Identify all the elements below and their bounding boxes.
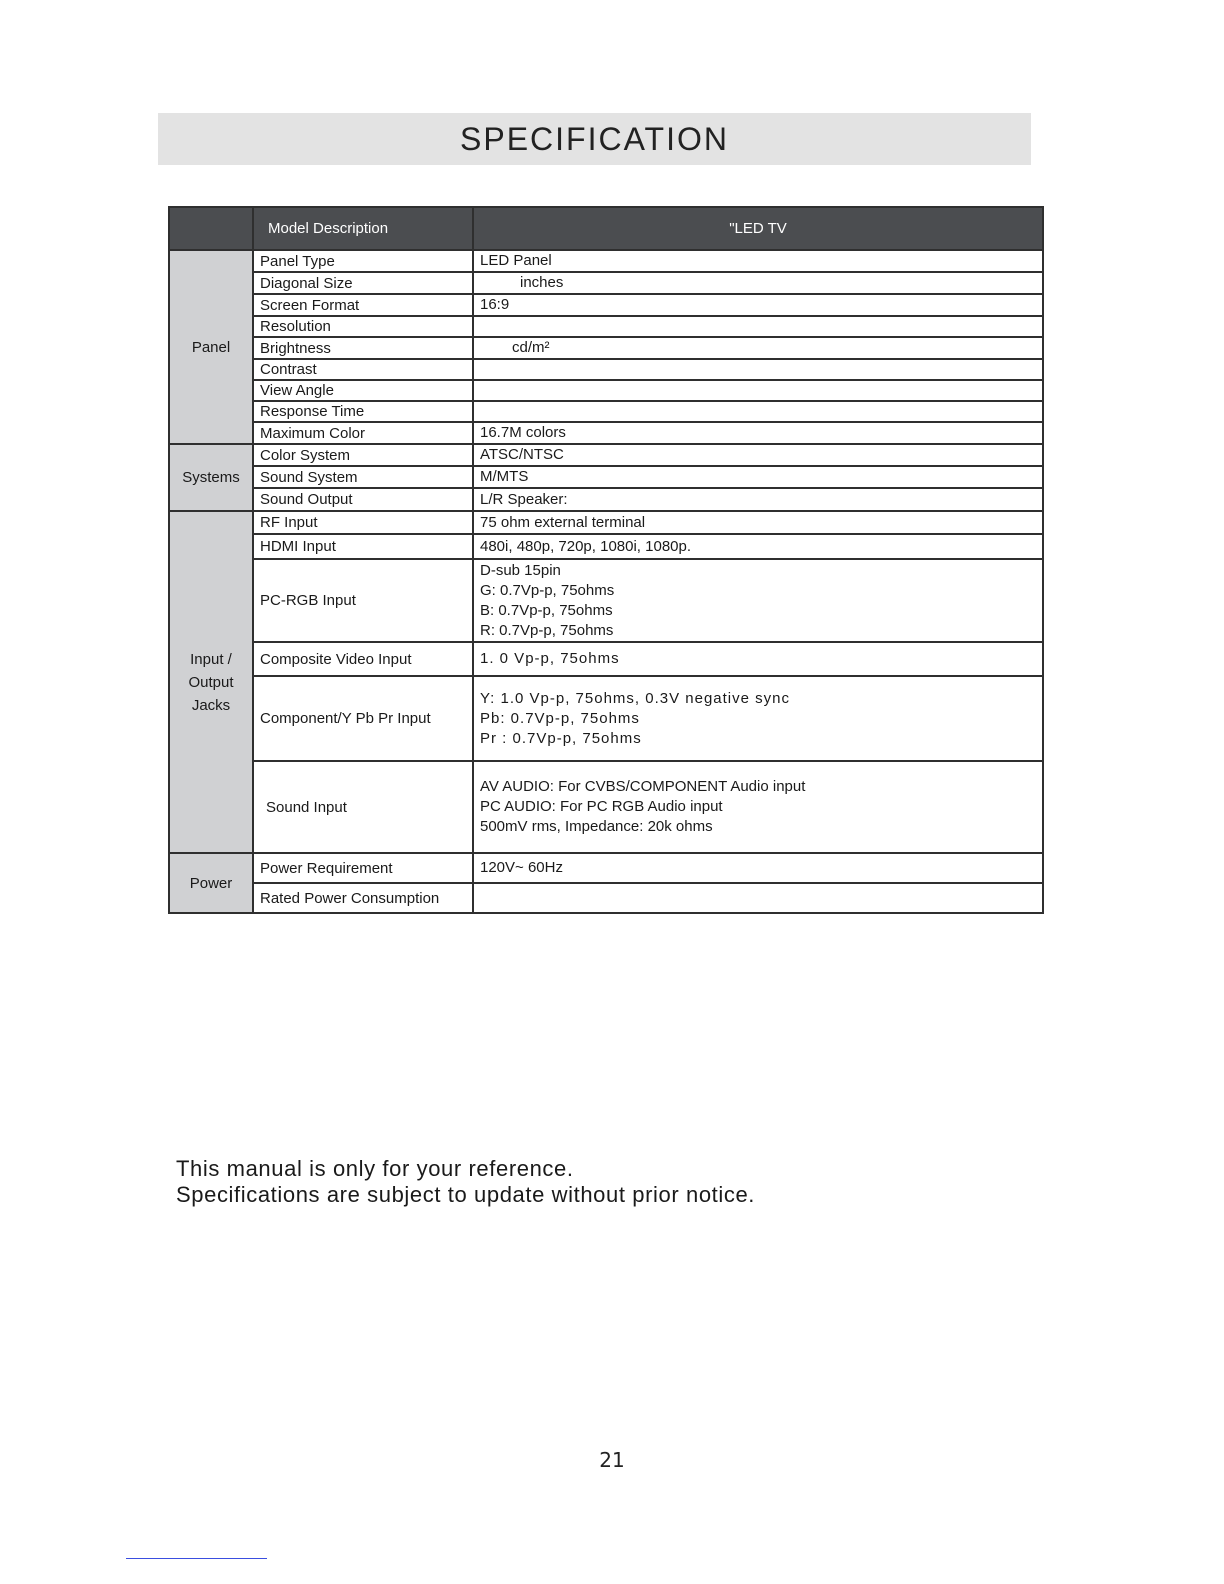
value-line: AV AUDIO: For CVBS/COMPONENT Audio input bbox=[480, 778, 806, 795]
group-power: Power bbox=[169, 853, 253, 913]
value-line: Pr : 0.7Vp-p, 75ohms bbox=[480, 729, 642, 747]
table-row bbox=[169, 511, 1043, 534]
row-label: RF Input bbox=[253, 511, 473, 534]
row-value bbox=[473, 883, 1043, 913]
row-label: Color System bbox=[253, 444, 473, 466]
group-systems: Systems bbox=[169, 444, 253, 511]
value-line: PC AUDIO: For PC RGB Audio input bbox=[480, 798, 723, 815]
table-row bbox=[169, 294, 1043, 316]
notice-line-1: This manual is only for your reference. bbox=[176, 1156, 574, 1181]
header-blank-cell bbox=[169, 207, 253, 250]
table-row bbox=[169, 380, 1043, 401]
row-value: 480i, 480p, 720p, 1080i, 1080p. bbox=[473, 534, 1043, 559]
value-line: Y: 1.0 Vp-p, 75ohms, 0.3V negative sync bbox=[480, 689, 790, 707]
row-value-multiline bbox=[473, 761, 1043, 853]
notice-text bbox=[176, 1156, 755, 1208]
table-row bbox=[169, 401, 1043, 422]
group-io-line-2: Output bbox=[188, 673, 234, 691]
row-value: 16:9 bbox=[473, 294, 1043, 316]
row-label: HDMI Input bbox=[253, 534, 473, 559]
group-panel: Panel bbox=[169, 250, 253, 444]
table-row bbox=[169, 466, 1043, 488]
title-bar bbox=[158, 113, 1031, 165]
table-row bbox=[169, 272, 1043, 294]
row-label: Sound Output bbox=[253, 488, 473, 511]
table-row bbox=[169, 444, 1043, 466]
row-label: Sound Input bbox=[253, 761, 473, 853]
row-label: Power Requirement bbox=[253, 853, 473, 883]
table-row bbox=[169, 534, 1043, 559]
table-row bbox=[169, 488, 1043, 511]
row-label: Screen Format bbox=[253, 294, 473, 316]
row-value bbox=[473, 380, 1043, 401]
value-line: D-sub 15pin bbox=[480, 561, 561, 579]
row-value bbox=[473, 401, 1043, 422]
row-label: Panel Type bbox=[253, 250, 473, 272]
group-io-line-3: Jacks bbox=[191, 696, 231, 714]
value-line: 500mV rms, Impedance: 20k ohms bbox=[480, 818, 713, 835]
row-value: L/R Speaker: bbox=[473, 488, 1043, 511]
row-label: Response Time bbox=[253, 401, 473, 422]
page-number: 21 bbox=[599, 1448, 625, 1472]
group-input-output-jacks bbox=[169, 511, 253, 853]
value-line: G: 0.7Vp-p, 75ohms bbox=[480, 581, 615, 599]
table-row bbox=[169, 853, 1043, 883]
footer-divider bbox=[126, 1558, 267, 1559]
row-label: Sound System bbox=[253, 466, 473, 488]
row-value: 75 ohm external terminal bbox=[473, 511, 1043, 534]
value-line: Pb: 0.7Vp-p, 75ohms bbox=[480, 709, 640, 727]
table-row bbox=[169, 642, 1043, 676]
row-value-multiline bbox=[473, 559, 1043, 642]
row-label: Contrast bbox=[253, 359, 473, 380]
specification-table bbox=[168, 206, 1044, 914]
notice-line-2: Specifications are subject to update without prior notice. bbox=[176, 1182, 755, 1207]
row-value bbox=[473, 316, 1043, 337]
table-row bbox=[169, 883, 1043, 913]
row-value bbox=[473, 359, 1043, 380]
row-label: PC-RGB Input bbox=[253, 559, 473, 642]
table-row bbox=[169, 316, 1043, 337]
row-label: Composite Video Input bbox=[253, 642, 473, 676]
row-label: View Angle bbox=[253, 380, 473, 401]
row-value: ATSC/NTSC bbox=[473, 444, 1043, 466]
row-value: cd/m² bbox=[473, 337, 1043, 359]
table-row bbox=[169, 676, 1043, 761]
row-label: Component/Y Pb Pr Input bbox=[253, 676, 473, 761]
row-value: 1. 0 Vp-p, 75ohms bbox=[473, 642, 1043, 676]
table-row bbox=[169, 422, 1043, 444]
header-model-value: "LED TV bbox=[473, 207, 1043, 250]
row-value: inches bbox=[473, 272, 1043, 294]
value-line: B: 0.7Vp-p, 75ohms bbox=[480, 601, 613, 619]
row-value: LED Panel bbox=[473, 250, 1043, 272]
row-value: 16.7M colors bbox=[473, 422, 1043, 444]
row-label: Resolution bbox=[253, 316, 473, 337]
table-row bbox=[169, 761, 1043, 853]
table-header-row bbox=[169, 207, 1043, 250]
table-row bbox=[169, 337, 1043, 359]
group-io-line-1: Input / bbox=[190, 650, 232, 668]
row-label: Brightness bbox=[253, 337, 473, 359]
row-value-multiline bbox=[473, 676, 1043, 761]
page-title: SPECIFICATION bbox=[460, 120, 729, 157]
row-label: Rated Power Consumption bbox=[253, 883, 473, 913]
table-row bbox=[169, 559, 1043, 642]
row-value: 120V~ 60Hz bbox=[473, 853, 1043, 883]
value-line: R: 0.7Vp-p, 75ohms bbox=[480, 621, 614, 639]
table-row bbox=[169, 250, 1043, 272]
row-label: Diagonal Size bbox=[253, 272, 473, 294]
row-label: Maximum Color bbox=[253, 422, 473, 444]
header-model-description: Model Description bbox=[253, 207, 473, 250]
table-row bbox=[169, 359, 1043, 380]
row-value: M/MTS bbox=[473, 466, 1043, 488]
